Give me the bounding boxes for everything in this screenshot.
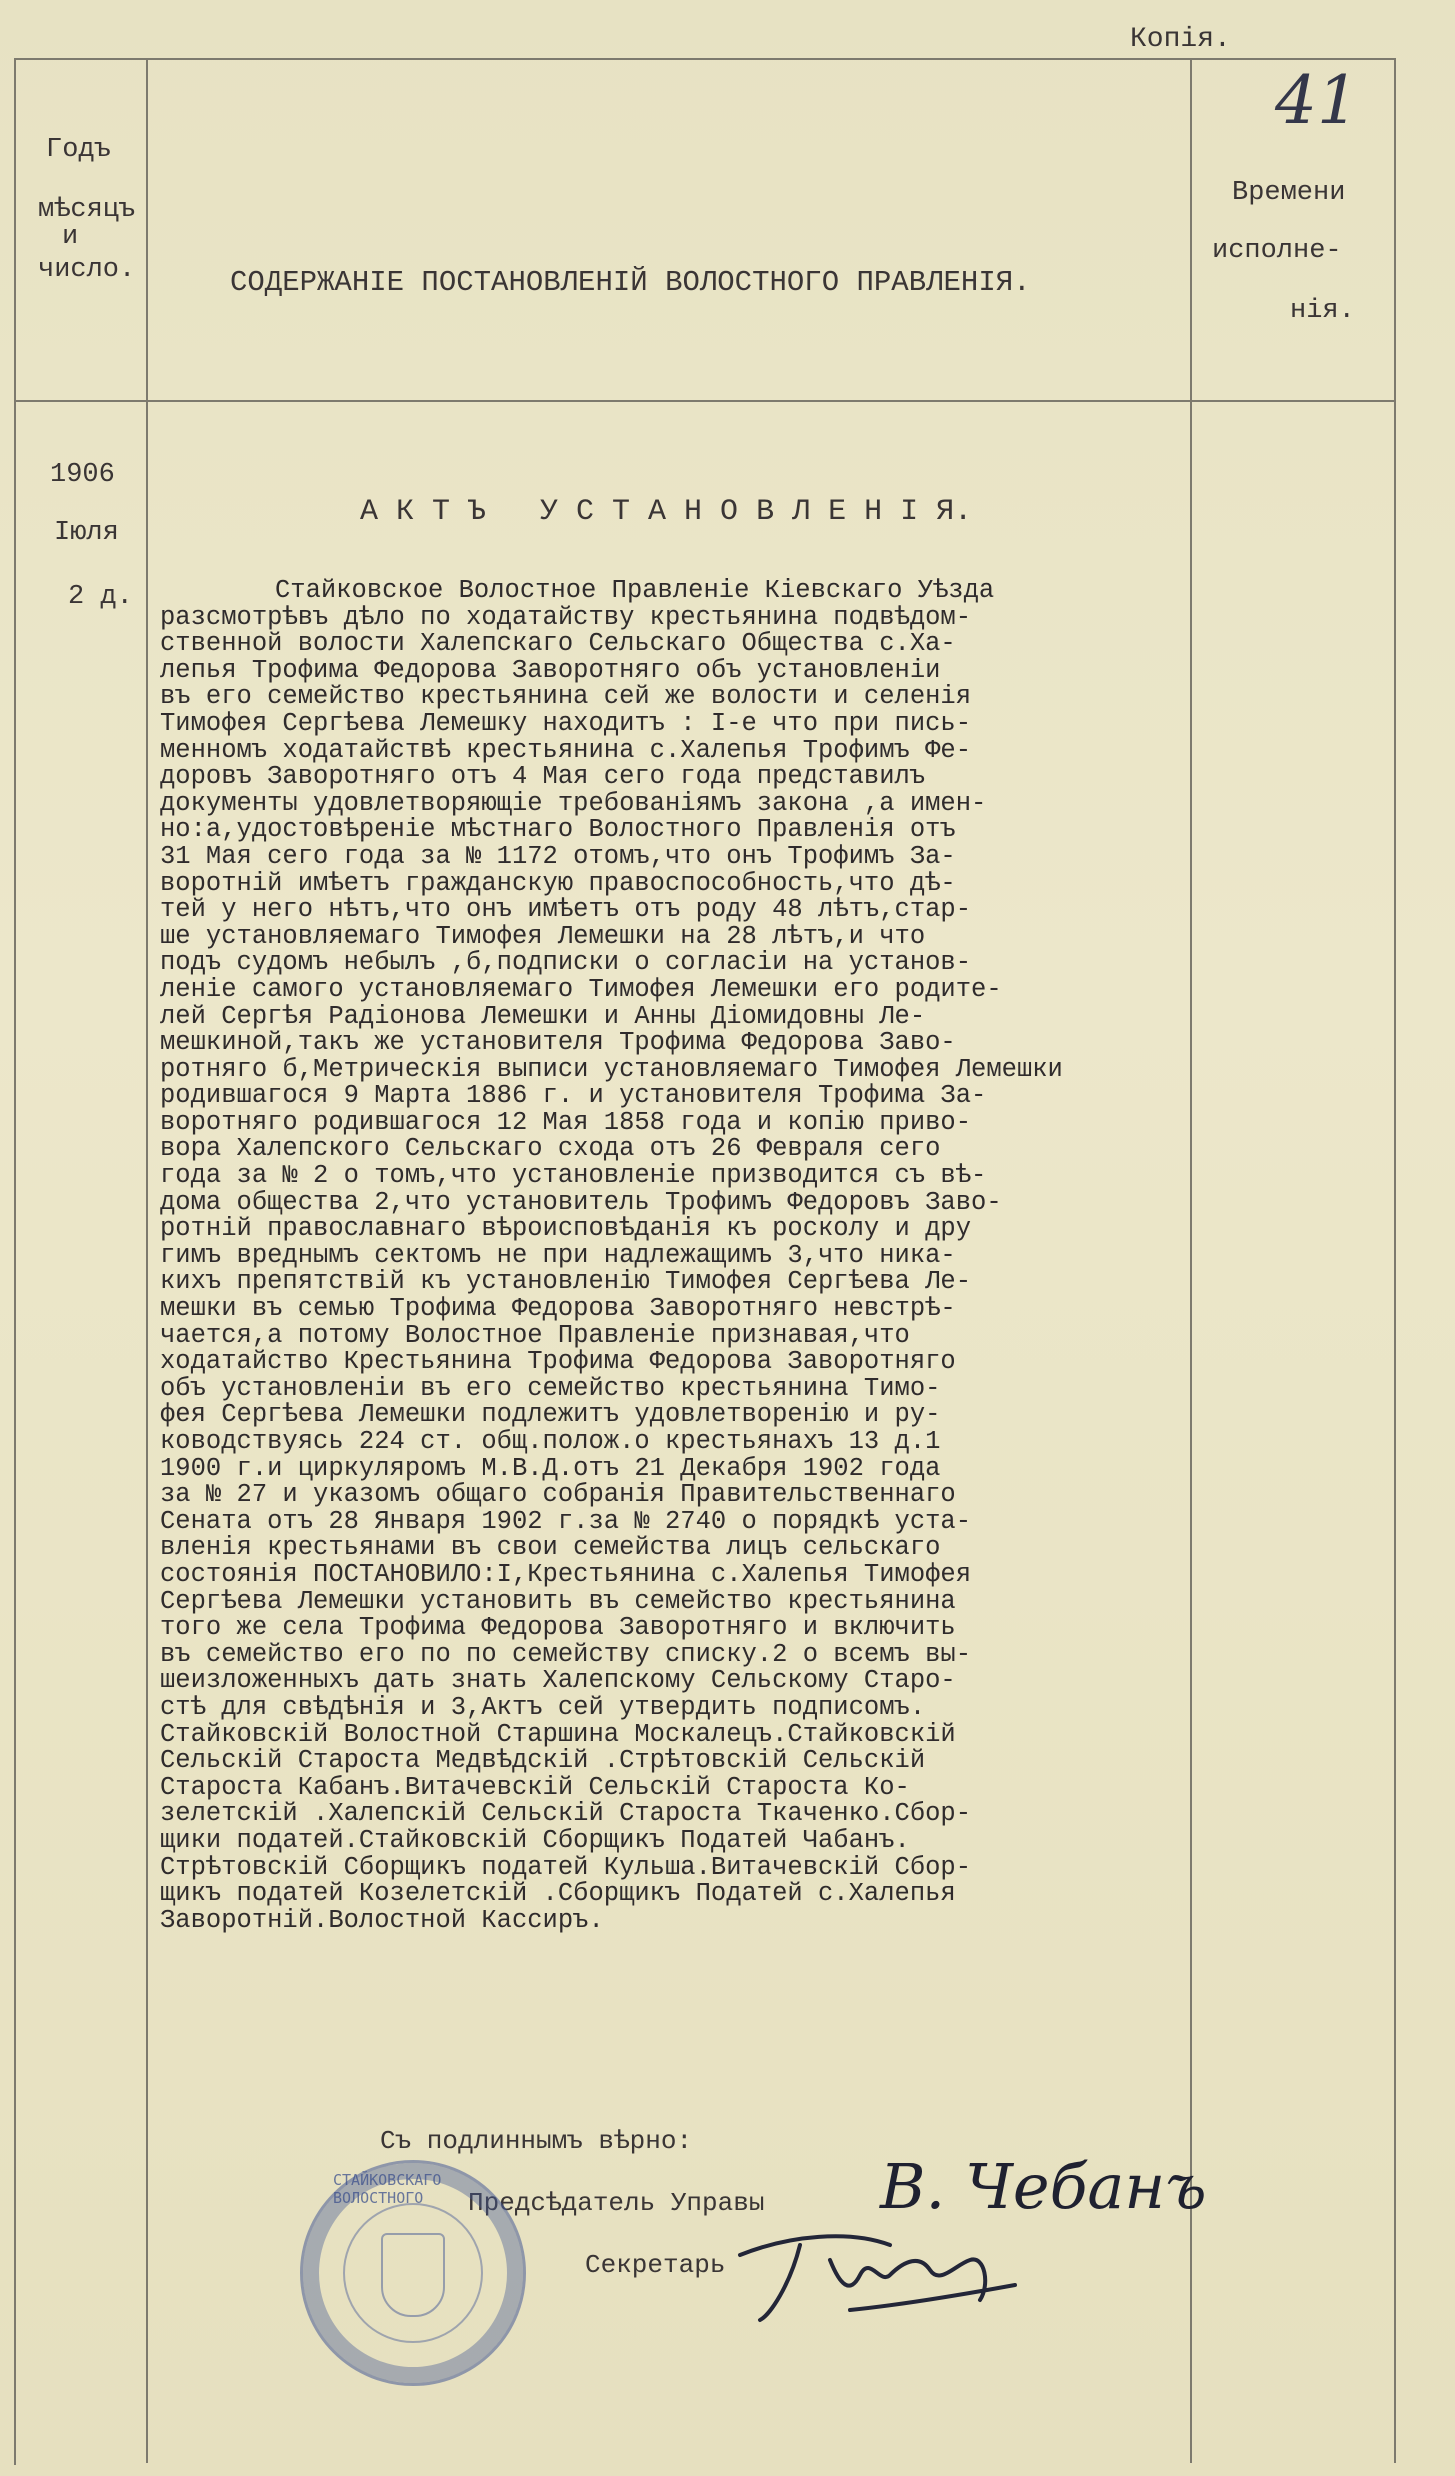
chairman-signature: В. Чебанъ: [880, 2150, 1207, 2223]
body-line: Стайковское Волостное Правленіе Кіевскаго Уѣзда: [275, 576, 995, 605]
body-line: мешки въ семью Трофима Федорова Заворотняго невстрѣ-: [160, 1294, 956, 1324]
body-line: документы удовлетворяющіе требованіямъ закона ,а имен-: [160, 788, 987, 818]
copy-mark: Копія.: [1130, 24, 1231, 55]
body-line: лепья Трофима Федорова Заворотняго объ установленіи: [160, 655, 941, 685]
right-border: [1394, 58, 1396, 2463]
handwritten-page-number: 41: [1275, 62, 1359, 139]
entry-month: Іюля: [54, 518, 119, 548]
body-line: 1900 г.и циркуляромъ М.В.Д.отъ 21 Декабря 1902 года: [160, 1453, 941, 1483]
body-line: доровъ Заворотняго отъ 4 Мая сего года представилъ: [160, 762, 926, 792]
body-line: дома общества 2,что установитель Трофимъ Федоровъ Заво-: [160, 1187, 1002, 1217]
header-month-label: мѣсяцъ: [38, 195, 136, 225]
body-line: гимъ вреднымъ сектомъ не при надлежащимъ 3,что ника-: [160, 1240, 956, 1270]
body-line: Староста Кабанъ.Витачевскій Сельскій Староста Ко-: [160, 1772, 910, 1802]
body-line: объ установленіи въ его семейство крестьянина Тимо-: [160, 1373, 941, 1403]
body-line: Стрѣтовскій Сборщикъ податей Кульша.Витачевскій Сбор-: [160, 1852, 972, 1882]
header-time-label-2: исполне-: [1212, 236, 1342, 266]
secretary-label: Секретарь: [585, 2250, 726, 2280]
secretary-signature: [730, 2215, 1020, 2335]
official-seal: [300, 2160, 526, 2386]
seal-crest-icon: [381, 2233, 445, 2317]
body-line: леніе самого установляемаго Тимофея Лемешки его родите-: [160, 974, 1002, 1004]
body-line: того же села Трофима Федорова Заворотняго и включить: [160, 1613, 956, 1643]
body-line: но:а,удостовѣреніе мѣстнаго Волостного Правленія отъ: [160, 815, 956, 845]
certification-line: Съ подлиннымъ вѣрно:: [380, 2126, 693, 2156]
body-line: въ его семейство крестьянина сей же волости и селенія: [160, 682, 972, 712]
body-line: тей у него нѣтъ,что онъ имѣетъ отъ роду 48 лѣтъ,стар-: [160, 895, 972, 925]
body-line: менномъ ходатайствѣ крестьянина с.Халепья Трофимъ Фе-: [160, 735, 972, 765]
body-line: Тимофея Сергѣева Лемешку находитъ : I-е что при пись-: [160, 708, 972, 738]
act-body: [160, 578, 1220, 1934]
body-line: ственной волости Халепскаго Сельскаго Общества с.Ха-: [160, 629, 956, 659]
chairman-label: Предсѣдатель Управы: [468, 2188, 765, 2218]
body-line: фея Сергѣева Лемешки подлежитъ удовлетворенію и ру-: [160, 1400, 941, 1430]
header-title: СОДЕРЖАНIЕ ПОСТАНОВЛЕНIЙ ВОЛОСТНОГО ПРАВЛЕНIЯ.: [230, 266, 1031, 299]
header-divider: [14, 400, 1394, 402]
header-year-label: Годъ: [46, 135, 111, 165]
body-line: года за № 2 о томъ,что установленіе призводится съ вѣ-: [160, 1161, 987, 1191]
body-line: зелетскій .Халепскій Сельскій Староста Ткаченко.Сбор-: [160, 1799, 972, 1829]
body-line: ротняго б,Метрическія выписи установляемаго Тимофея Лемешки: [160, 1054, 1063, 1084]
body-line: въ семейство его по по семейству списку.2 о всемъ вы-: [160, 1639, 972, 1669]
header-day-label: число.: [38, 255, 136, 285]
body-line: состоянія ПОСТАНОВИЛО:I,Крестьянина с.Халепья Тимофея: [160, 1559, 972, 1589]
header-and-label: и: [62, 222, 79, 252]
body-line: щики податей.Стайковскій Сборщикъ Податей Чабанъ.: [160, 1825, 910, 1855]
body-line: ководствуясь 224 ст. общ.полож.о крестьянахъ 13 д.1: [160, 1427, 941, 1456]
body-line: ходатайство Крестьянина Трофима Федорова Заворотняго: [160, 1347, 956, 1377]
body-line: мешкиной,такъ же установителя Трофима Федорова Заво-: [160, 1028, 956, 1058]
seal-text: СТАЙКОВСКАГО ВОЛОСТНОГО: [333, 2171, 442, 2207]
body-line: лей Сергѣя Радіонова Лемешки и Анны Діомидовны Ле-: [160, 1001, 926, 1031]
body-line: шеизложенныхъ дать знать Халепскому Сельскому Старо-: [160, 1666, 956, 1696]
body-line: подъ судомъ небылъ ,б,подписки о согласіи на установ-: [160, 948, 972, 978]
body-line: за № 27 и указомъ общаго собранія Правительственнаго: [160, 1480, 956, 1510]
body-line: Сельскій Староста Медвѣдскій .Стрѣтовскій Сельскій: [160, 1746, 926, 1776]
body-line: Заворотній.Волостной Кассиръ.: [160, 1905, 604, 1935]
date-column-divider: [146, 58, 148, 2463]
body-line: ше установляемаго Тимофея Лемешки на 28 лѣтъ,и что: [160, 921, 926, 951]
header-time-label-1: Времени: [1232, 178, 1346, 208]
act-title: А К Т Ъ У С Т А Н О В Л Е Н I Я.: [360, 495, 973, 529]
entry-day: 2 д.: [68, 582, 133, 612]
body-line: щикъ податей Козелетскій .Сборщикъ Податей с.Халепья: [160, 1879, 956, 1909]
body-line: Стайковскій Волостной Старшина Москалецъ.Стайковскій: [160, 1719, 956, 1749]
body-line: стѣ для свѣдѣнія и 3,Актъ сей утвердить подписомъ.: [160, 1692, 926, 1722]
body-line: вора Халепского Сельскаго схода отъ 26 Февраля сего: [160, 1134, 941, 1164]
body-line: ротній православнаго вѣроисповѣданія къ росколу и дру: [160, 1214, 972, 1244]
body-line: воротняго родившагося 12 Мая 1858 года и копію приво-: [160, 1107, 972, 1137]
body-line: воротній имѣетъ гражданскую правоспособность,что дѣ-: [160, 868, 956, 898]
body-line: вленія крестьянами въ свои семейства лицъ сельскаго: [160, 1533, 941, 1563]
body-line: Сената отъ 28 Января 1902 г.за № 2740 о порядкѣ уста-: [160, 1506, 972, 1536]
entry-year: 1906: [50, 460, 115, 490]
body-line: 31 Мая сего года за № 1172 отомъ,что онъ Трофимъ За-: [160, 841, 956, 871]
body-line: Сергѣева Лемешки установить въ семейство крестьянина: [160, 1586, 956, 1616]
body-line: разсмотрѣвъ дѣло по ходатайству крестьянина подвѣдом-: [160, 602, 972, 632]
body-line: родившагося 9 Марта 1886 г. и установителя Трофима За-: [160, 1081, 987, 1111]
body-line: кихъ препятствій къ установленію Тимофея Сергѣева Ле-: [160, 1267, 972, 1297]
header-time-label-3: нія.: [1290, 296, 1355, 326]
body-line: чается,а потому Волостное Правленіе признавая,что: [160, 1320, 910, 1350]
